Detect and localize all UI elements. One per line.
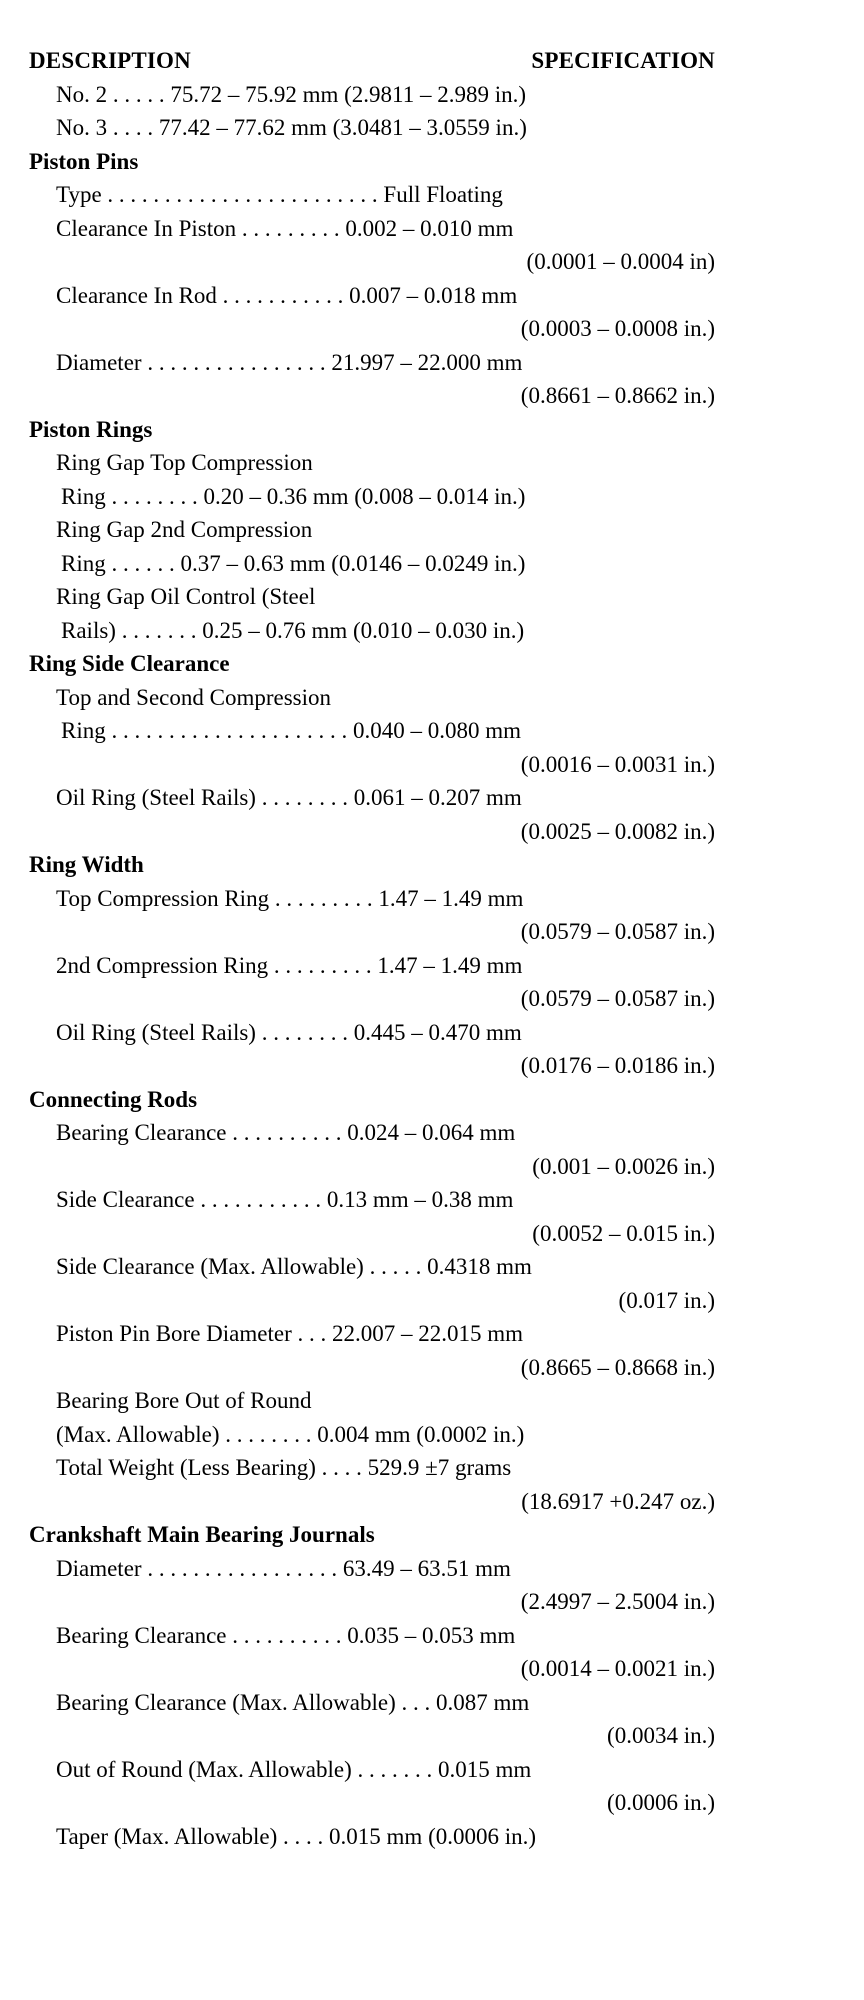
description-column-header: DESCRIPTION xyxy=(29,48,191,73)
spec-value-inches: (0.8665 – 0.8668 in.) xyxy=(520,1354,715,1380)
spec-line: Bearing Bore Out of Round xyxy=(56,1388,312,1413)
spec-line: (Max. Allowable) . . . . . . . . 0.004 mm (0.0002 in.) xyxy=(56,1421,525,1447)
spec-line: Clearance In Piston . . . . . . . . . 0.002 – 0.010 mm xyxy=(56,215,514,241)
spec-line: Oil Ring (Steel Rails) . . . . . . . . 0.061 – 0.207 mm xyxy=(56,785,522,810)
section-heading: Piston Rings xyxy=(29,416,153,442)
column-header-row xyxy=(29,44,715,78)
spec-value-inches: (0.0001 – 0.0004 in) xyxy=(526,249,715,274)
spec-value-inches: (2.4997 – 2.5004 in.) xyxy=(520,1589,715,1614)
spec-sheet xyxy=(29,44,715,1853)
spec-line-continuation: Ring . . . . . . . . . . . . . . . . . . . . . 0.040 – 0.080 mm xyxy=(61,718,522,743)
spec-line: Clearance In Rod . . . . . . . . . . . 0.007 – 0.018 mm xyxy=(56,282,518,308)
section-heading: Ring Width xyxy=(29,852,144,877)
spec-line: Out of Round (Max. Allowable) . . . . . . . 0.015 mm xyxy=(56,1756,532,1782)
spec-line: Side Clearance (Max. Allowable) . . . . . 0.4318 mm xyxy=(56,1254,532,1279)
spec-value-inches: (0.0025 – 0.0082 in.) xyxy=(520,818,715,844)
spec-line: No. 3 . . . . 77.42 – 77.62 mm (3.0481 – 3.0559 in.) xyxy=(56,115,527,140)
spec-value-inches: (0.0034 in.) xyxy=(607,1723,715,1748)
spec-line: Type . . . . . . . . . . . . . . . . . . . . . . . . Full Floating xyxy=(56,182,503,207)
spec-lines xyxy=(29,78,715,1854)
specification-column-header: SPECIFICATION xyxy=(531,48,715,73)
spec-line: Bearing Clearance . . . . . . . . . . 0.024 – 0.064 mm xyxy=(56,1120,516,1145)
spec-value-inches: (0.0052 – 0.015 in.) xyxy=(532,1220,715,1246)
spec-line: Oil Ring (Steel Rails) . . . . . . . . 0.445 – 0.470 mm xyxy=(56,1019,522,1045)
spec-line-continuation: Ring . . . . . . . . 0.20 – 0.36 mm (0.008 – 0.014 in.) xyxy=(61,483,526,509)
spec-value-inches: (0.8661 – 0.8662 in.) xyxy=(520,383,715,408)
spec-line: No. 2 . . . . . 75.72 – 75.92 mm (2.9811 – 2.989 in.) xyxy=(56,81,526,107)
section-heading: Crankshaft Main Bearing Journals xyxy=(29,1522,375,1547)
section-heading: Ring Side Clearance xyxy=(29,651,230,676)
spec-line: Bearing Clearance . . . . . . . . . . 0.035 – 0.053 mm xyxy=(56,1622,516,1648)
section-heading: Connecting Rods xyxy=(29,1086,198,1112)
spec-line: Diameter . . . . . . . . . . . . . . . . . 63.49 – 63.51 mm xyxy=(56,1555,511,1581)
spec-value-inches: (18.6917 +0.247 oz.) xyxy=(521,1488,715,1514)
section-heading: Piston Pins xyxy=(29,148,139,174)
spec-line: Top and Second Compression xyxy=(56,684,332,710)
spec-value-inches: (0.0176 – 0.0186 in.) xyxy=(520,1053,715,1078)
spec-value-inches: (0.0579 – 0.0587 in.) xyxy=(520,919,715,944)
spec-line: Side Clearance . . . . . . . . . . . 0.13 mm – 0.38 mm xyxy=(56,1187,514,1212)
spec-line: Ring Gap Oil Control (Steel xyxy=(56,584,316,609)
spec-value-inches: (0.0006 in.) xyxy=(607,1790,715,1815)
spec-line: Piston Pin Bore Diameter . . . 22.007 – 22.015 mm xyxy=(56,1321,524,1346)
spec-value-inches: (0.001 – 0.0026 in.) xyxy=(532,1153,715,1179)
spec-value-inches: (0.0014 – 0.0021 in.) xyxy=(520,1656,715,1681)
spec-value-inches: (0.0579 – 0.0587 in.) xyxy=(520,986,715,1011)
spec-line-continuation: Rails) . . . . . . . 0.25 – 0.76 mm (0.010 – 0.030 in.) xyxy=(61,617,525,643)
spec-value-inches: (0.0016 – 0.0031 in.) xyxy=(520,751,715,777)
spec-line-continuation: Ring . . . . . . 0.37 – 0.63 mm (0.0146 – 0.0249 in.) xyxy=(61,550,526,576)
spec-value-inches: (0.0003 – 0.0008 in.) xyxy=(520,316,715,341)
spec-line: Diameter . . . . . . . . . . . . . . . . 21.997 – 22.000 mm xyxy=(56,349,523,375)
spec-line: Total Weight (Less Bearing) . . . . 529.9 ±7 grams xyxy=(56,1455,512,1480)
spec-line: Taper (Max. Allowable) . . . . 0.015 mm (0.0006 in.) xyxy=(56,1823,537,1849)
spec-value-inches: (0.017 in.) xyxy=(618,1287,715,1313)
spec-line: Ring Gap Top Compression xyxy=(56,450,313,475)
spec-line: Ring Gap 2nd Compression xyxy=(56,517,313,542)
spec-line: Bearing Clearance (Max. Allowable) . . . 0.087 mm xyxy=(56,1689,530,1715)
spec-line: Top Compression Ring . . . . . . . . . 1.47 – 1.49 mm xyxy=(56,885,524,911)
spec-line: 2nd Compression Ring . . . . . . . . . 1.47 – 1.49 mm xyxy=(56,952,523,978)
